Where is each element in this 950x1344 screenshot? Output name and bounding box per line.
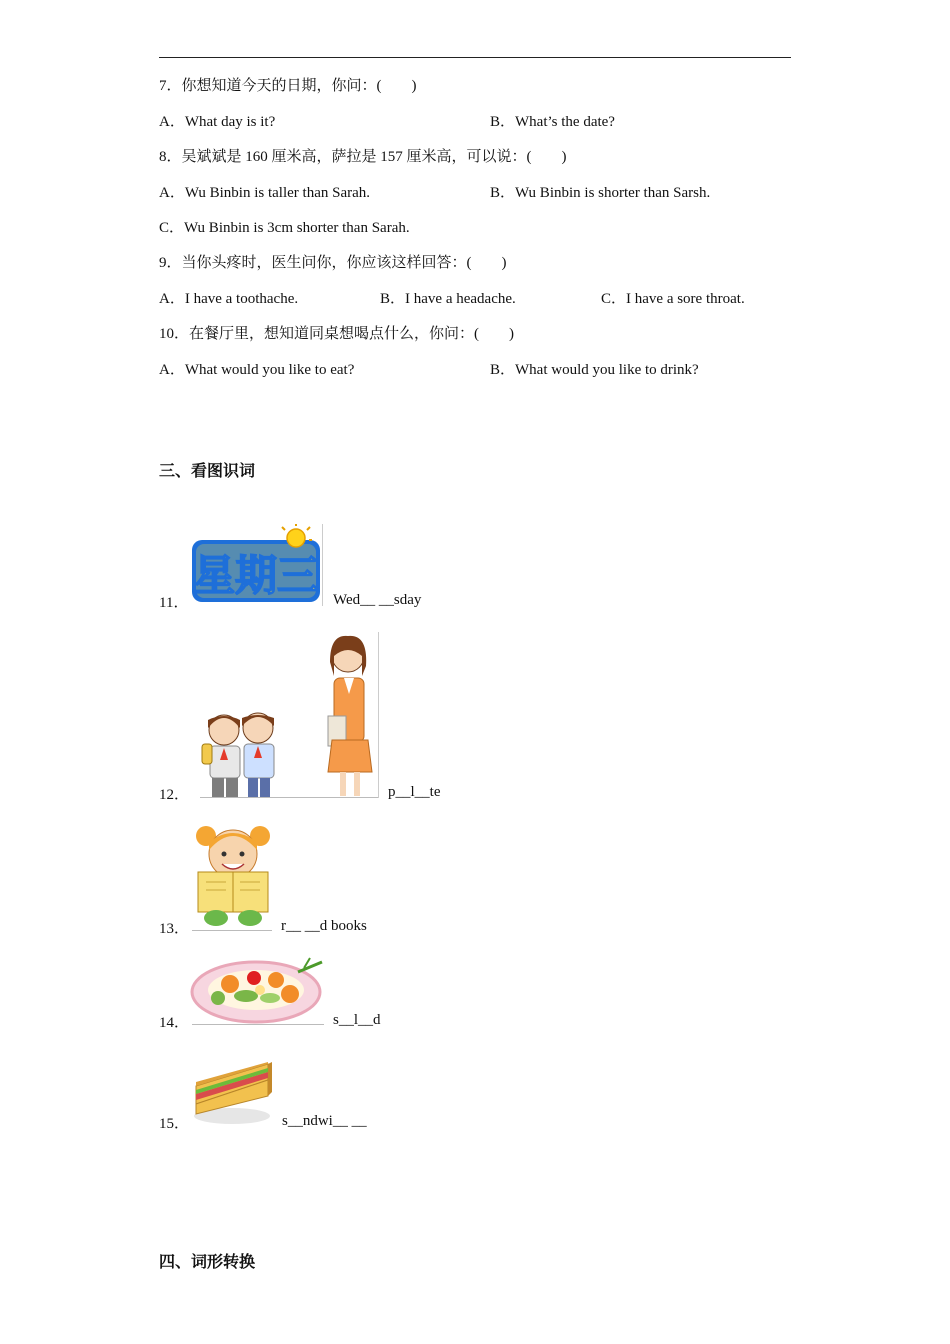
sandwich-picture <box>192 1060 272 1126</box>
item-14-picture-baseline <box>192 1024 324 1025</box>
q8-stem: 8．吴斌斌是 160 厘米高，萨拉是 157 厘米高，可以说：( ) <box>159 149 567 165</box>
item-11-blank[interactable]: Wed__ __sday <box>333 592 422 608</box>
header-rule <box>159 57 791 58</box>
section-4-title: 四、词形转换 <box>159 1252 256 1271</box>
item-11-number: 11． <box>159 595 189 611</box>
item-14-number: 14． <box>159 1015 190 1031</box>
q7-option-a[interactable]: A．What day is it? <box>159 114 276 130</box>
item-13-blank[interactable]: r__ __d books <box>281 918 367 934</box>
q8-option-a[interactable]: A．Wu Binbin is taller than Sarah. <box>159 185 371 201</box>
item-15-blank[interactable]: s__ndwi__ __ <box>282 1113 367 1129</box>
q9-option-a[interactable]: A．I have a toothache. <box>159 291 299 307</box>
wednesday-badge-text: 星期三 <box>192 551 320 600</box>
item-13-number: 13． <box>159 921 190 937</box>
q10-option-a[interactable]: A．What would you like to eat? <box>159 362 355 378</box>
item-13-picture-baseline <box>192 930 272 931</box>
q7-stem: 7．你想知道今天的日期，你问：( ) <box>159 78 417 94</box>
q9-option-b[interactable]: B．I have a headache. <box>380 291 516 307</box>
wednesday-badge-picture <box>190 524 324 606</box>
q7-option-b[interactable]: B．What’s the date? <box>490 114 615 130</box>
section-3-title: 三、看图识词 <box>159 461 256 480</box>
q9-stem: 9．当你头疼时，医生问你，你应该这样回答：( ) <box>159 255 507 271</box>
item-12-picture-border <box>378 632 379 798</box>
q9-option-c[interactable]: C．I have a sore throat. <box>601 291 745 307</box>
item-14-blank[interactable]: s__l__d <box>333 1012 381 1028</box>
q10-stem: 10．在餐厅里，想知道同桌想喝点什么，你问：( ) <box>159 326 514 342</box>
item-12-number: 12． <box>159 787 190 803</box>
polite-children-teacher-picture <box>196 632 380 798</box>
salad-plate-picture <box>190 954 326 1024</box>
q8-option-b[interactable]: B．Wu Binbin is shorter than Sarsh. <box>490 185 711 201</box>
girl-reading-book-picture <box>192 820 274 928</box>
q10-option-b[interactable]: B．What would you like to drink? <box>490 362 699 378</box>
item-12-blank[interactable]: p__l__te <box>388 784 441 800</box>
q8-option-c[interactable]: C．Wu Binbin is 3cm shorter than Sarah. <box>159 220 410 236</box>
item-11-picture-border <box>322 524 323 606</box>
item-15-number: 15． <box>159 1116 190 1132</box>
item-12-picture-baseline <box>200 797 378 798</box>
